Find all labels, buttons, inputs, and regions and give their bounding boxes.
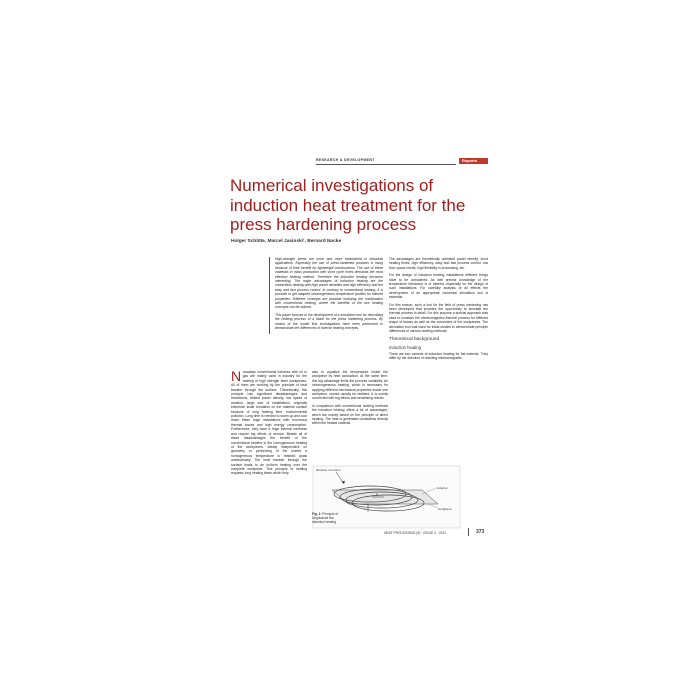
footer-journal: HEAT PROCESSING (9) · ISSUE 4 · 2011 [384, 531, 446, 535]
paragraph: For the design of induction heating installations different things have to be considered. As well precise knowledge of the temperature behaviour is of interest, especially for the design of such installations. For carefully analysis of all effects the development of an appropriate numerical simulation tool is essential. [389, 273, 488, 300]
article-title: Numerical investigations of induction heat treatment for the press hardening process [230, 176, 466, 234]
paragraph: In comparison with conventional heating methods the induction heating offers a lot of advantages, which are mainly based on the principle of direct heating. The heat is generated contactless directly within the heated material. [312, 403, 388, 426]
body-column-2 [312, 370, 388, 429]
paragraph-text: owadays conventional furnaces with oil or gas are mainly used in industry for the heating of high strength steel workpieces. All of them are working by the principle of heat transfer through the surface. Theoretically, this principle has significant disadvantages and restrictions, limited power density, low speed of reaction, large size of installations, originally extensive scale formation on the material surface because of long heating time, environmental pollution. Long time is needed to warm up and cool down these huge installations with enormous thermal losses and high energy consumption. Furthermore, they have a huge thermal inertness and require big efforts of service. Beside all of these disadvantages the benefit of the conventional heaters is the homogeneous heating of the workpieces. Ideally independent on geometry or performing of the sheets a homogeneous temperature is realised quasi automatically. The heat transfer through the surface leads to an uniform heating over the complete workpiece. This principle of heating requests long heating times which help [231, 370, 307, 476]
journal-page [212, 158, 488, 542]
figure-caption [312, 512, 346, 525]
footer-rule [468, 528, 469, 536]
drop-cap: N [231, 368, 242, 384]
abstract-paragraph: This paper focuses to the development of a simulation tool for describing the heating process of a blank for the press hardening process. By means of the model first investigations have been performed to demonstrate the differences of diverse heating concepts. [275, 312, 383, 331]
paragraph [231, 370, 307, 476]
figure-caption-label: Fig. 1: [312, 512, 322, 516]
abstract-paragraph: High-strength steels are more and more established in industrial applications. Especially the use of press-hardened products is rising because of their benefit for lightweight constructions. The use of these materials in mass production with short cycle times demands the most effective heating method. Therefore the induction heating becomes interesting. The major advantages of induction heating are the contactless heating with high power densities and high efficiency and the easy and fast process control. In contrary to conventional heating, it is possible to get adapted inhomogeneous temperature profiles for tailored properties. Different concepts are possible including the combination with conventional heating, where the benefits of the two heating concepts can be utilized. [275, 257, 383, 310]
label-inductor: inductor [437, 486, 448, 490]
heading-induction-heating: Induction heating [389, 344, 421, 350]
label-i: I [364, 507, 365, 511]
authors: Holger Schlüte, Marcel Jasinski¹, Bernard Nacke [231, 239, 342, 244]
heading-theoretical-background: Theoretical background [389, 336, 440, 342]
body-column-1 [231, 370, 307, 479]
label-direction: direction of motion [316, 468, 341, 472]
paragraph: also to equalize the temperature inside the workpiece by heat conduction. At the same time, this big advantage limits the process variability. An inhomogeneous heating, which is necessary for applying different mechanical properties inside one workpiece, cannot usually be realised. It is mainly connected with big efforts and sensitizing results. [312, 370, 388, 401]
label-b: B [376, 492, 379, 497]
abstract [269, 257, 383, 334]
paragraph: For this reason, such a tool for the field of press hardening has been developed that provides the opportunity to simulate the thermal process in detail. For this purpose a special approach was used to consider the electromagnetic-thermal process for different shape of blanks as well as the movement of the workpieces. The simulation tool was used for initial studies to demonstrate principle differences of various heating methods. [389, 302, 488, 334]
section-label: RESEARCH & DEVELOPMENT [316, 158, 375, 162]
right-column [389, 257, 488, 363]
figure-caption-text: Principle of longitudinal flux induction heating [312, 512, 339, 525]
page-number: 373 [476, 529, 485, 535]
paragraph: The advantages are theoretically unlimited power density, short heating times, high efficiency, easy and fast process control, low floor space needs, high flexibility in processing, etc. [389, 257, 488, 270]
header-rule [316, 164, 456, 165]
reports-tag: Reports [459, 158, 488, 164]
paragraph: There are two variants of induction heating for flat material. They differ by the direction of resulting electromagnetic [389, 351, 488, 360]
label-workpiece: workpiece [438, 507, 452, 511]
